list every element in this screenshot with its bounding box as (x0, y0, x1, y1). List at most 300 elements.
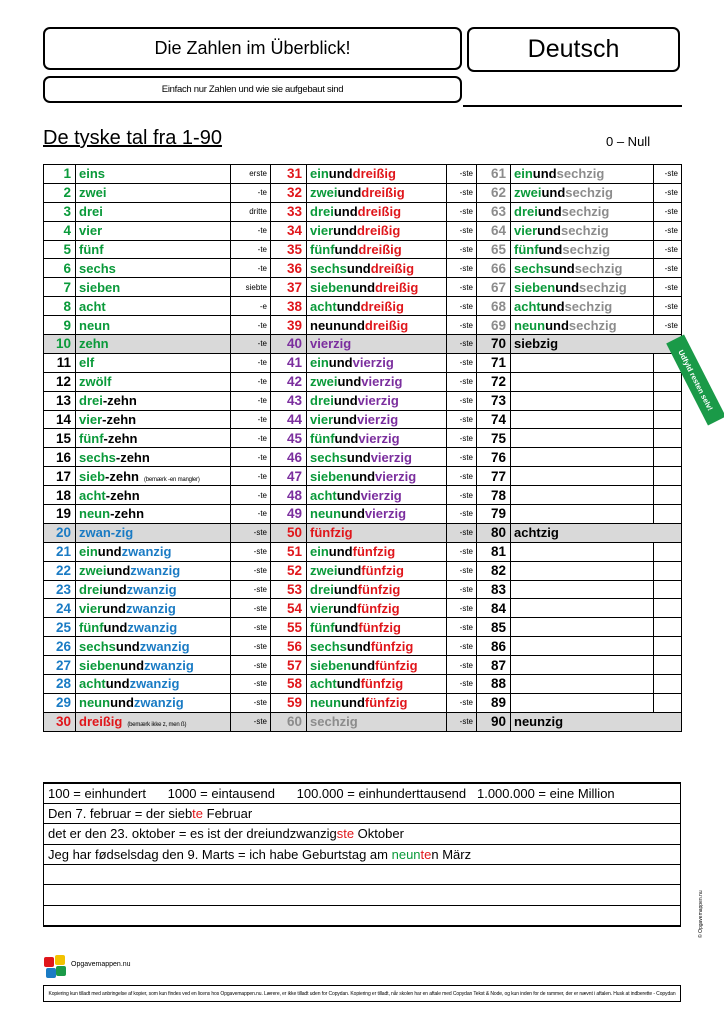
word-part: fünfzig (370, 638, 414, 654)
ordinal-suffix-cell: -ste (447, 165, 477, 184)
word-part: fünfzig (364, 695, 408, 711)
ordinal-suffix-cell (654, 372, 682, 391)
word-part: sechzig (574, 260, 623, 276)
table-row (44, 240, 682, 259)
word-part: fünfzig (310, 525, 353, 541)
ordinal-suffix-cell: -ste (447, 675, 477, 694)
word-part: dreißig (352, 166, 396, 182)
word-cell (511, 448, 654, 467)
word-part: drei (310, 393, 334, 409)
word-part: und (333, 582, 358, 598)
table-row (44, 693, 682, 712)
word-part: sieben (514, 279, 556, 295)
word-cell (307, 637, 447, 656)
logo (44, 955, 131, 979)
word-part: und (336, 298, 361, 314)
word-cell (307, 372, 447, 391)
ordinal-suffix-cell: -ste (447, 637, 477, 656)
word-cell (511, 353, 654, 372)
word-part: fünf (310, 242, 335, 257)
word-cell (307, 316, 447, 335)
word-cell (307, 202, 447, 221)
word-part: drei (79, 582, 103, 598)
word-cell (76, 278, 231, 297)
number-cell: 22 (44, 561, 76, 580)
number-cell: 80 (477, 523, 511, 542)
word-part: vierzig (358, 430, 400, 446)
table-row (44, 335, 682, 354)
word-part: und (341, 695, 365, 711)
word-cell (511, 693, 654, 712)
word-cell (76, 221, 231, 240)
word-part: und (115, 638, 140, 654)
language-label: Deutsch (527, 35, 620, 63)
word-part: zwanzig (130, 563, 181, 579)
word-part: neun (310, 506, 342, 522)
ordinal-suffix-cell: -ste (654, 221, 682, 240)
word-note: (bemærk -en mangler) (143, 476, 200, 483)
table-row (44, 297, 682, 316)
word-part: vier (79, 223, 103, 239)
number-cell: 28 (44, 675, 76, 694)
ordinal-suffix-cell: -ste (447, 278, 477, 297)
word-part: vier (310, 223, 334, 239)
ordinal-suffix-cell: -ste (447, 580, 477, 599)
word-part: dreißig (375, 279, 419, 295)
word-cell (307, 561, 447, 580)
note-row (44, 824, 681, 844)
word-cell (307, 410, 447, 429)
table-row (44, 618, 682, 637)
note-text: te (420, 846, 432, 862)
number-cell: 5 (44, 240, 76, 259)
header-rule (463, 105, 682, 107)
word-cell (511, 183, 654, 202)
word-cell (511, 429, 654, 448)
word-cell (307, 297, 447, 316)
number-cell: 34 (271, 221, 307, 240)
word-part: sechzig (560, 223, 609, 239)
ordinal-suffix-cell: -ste (654, 278, 682, 297)
note-text: n März (431, 846, 472, 862)
number-cell: 68 (477, 297, 511, 316)
table-row (44, 561, 682, 580)
number-cell: 72 (477, 372, 511, 391)
number-cell: 79 (477, 505, 511, 524)
ordinal-suffix-cell: -te (231, 372, 271, 391)
word-cell (76, 316, 231, 335)
word-part: ein (514, 166, 533, 182)
word-part: zwanzig (121, 544, 172, 560)
word-part: sechzig (561, 204, 610, 220)
word-part: sechzig (556, 166, 605, 182)
word-cell (511, 297, 654, 316)
word-part: sechs (79, 449, 116, 465)
word-cell (307, 712, 447, 731)
note-row (44, 844, 681, 864)
note-line[interactable] (44, 885, 681, 905)
word-part: vierzig (357, 393, 399, 409)
ordinal-suffix-cell: -te (231, 183, 271, 202)
ordinal-suffix-cell: -te (231, 259, 271, 278)
note-row (44, 905, 681, 925)
number-cell: 88 (477, 675, 511, 694)
word-part: vier (514, 223, 538, 239)
word-part: und (102, 582, 127, 598)
word-part: und (540, 298, 565, 314)
word-part: acht (79, 298, 106, 314)
word-cell (76, 183, 231, 202)
word-part: vier (79, 412, 103, 428)
word-part: und (102, 600, 126, 616)
ordinal-suffix-cell: -te (231, 505, 271, 524)
number-cell: 27 (44, 656, 76, 675)
word-part: fünf (79, 242, 104, 257)
word-part: acht (79, 676, 106, 692)
note-text: Jeg har fødselsdag den 9. Marts = ich habe Geburtstag am (48, 846, 392, 862)
ordinal-suffix-cell: -ste (654, 240, 682, 259)
word-part: sechzig (579, 279, 627, 295)
ordinal-suffix-cell: -ste (447, 297, 477, 316)
number-cell: 17 (44, 467, 76, 486)
ordinal-suffix-cell (654, 618, 682, 637)
number-cell: 85 (477, 618, 511, 637)
word-part: vierzig (370, 449, 412, 465)
word-cell (511, 278, 654, 297)
word-part: ein (310, 355, 329, 371)
word-cell (76, 486, 231, 505)
number-cell: 63 (477, 202, 511, 221)
note-row (44, 783, 681, 803)
word-cell (307, 599, 447, 618)
number-cell: 81 (477, 542, 511, 561)
ordinal-suffix-cell: -ste (447, 656, 477, 675)
notes-table (43, 782, 681, 927)
language-box (467, 27, 680, 72)
ordinal-suffix-cell: siebte (231, 278, 271, 297)
number-cell: 1 (44, 165, 76, 184)
word-part: dreißig (361, 185, 405, 201)
word-cell (307, 221, 447, 240)
word-cell (511, 335, 682, 354)
note-text: Den 7. februar = der sieb (48, 806, 193, 822)
word-part: und (333, 412, 357, 428)
ordinal-suffix-cell: -ste (654, 202, 682, 221)
logo-text: Opgavemappen.nu (71, 960, 131, 968)
word-part: ein (79, 544, 98, 560)
word-part: und (346, 260, 371, 276)
note-line[interactable] (44, 905, 681, 925)
number-cell: 40 (271, 335, 307, 354)
word-part: fünf (310, 619, 335, 635)
word-cell (307, 183, 447, 202)
word-part: -zehn (102, 412, 137, 428)
word-cell (511, 372, 654, 391)
number-cell: 30 (44, 712, 76, 731)
word-note: (bemærk ikke z, men ß) (127, 722, 187, 729)
ordinal-suffix-cell: -ste (231, 618, 271, 637)
ordinal-suffix-cell: -ste (447, 429, 477, 448)
ordinal-suffix-cell: -ste (447, 505, 477, 524)
word-cell (511, 259, 654, 278)
word-part: und (550, 260, 575, 276)
word-part: und (336, 487, 361, 503)
number-cell: 8 (44, 297, 76, 316)
table-row (44, 410, 682, 429)
ordinal-suffix-cell: -ste (447, 221, 477, 240)
ordinal-suffix-cell: -te (231, 221, 271, 240)
word-part: fünf (79, 619, 104, 635)
word-part: -zehn (103, 430, 138, 446)
number-cell: 58 (271, 675, 307, 694)
word-part: fünfzig (361, 563, 404, 579)
word-cell (511, 675, 654, 694)
ordinal-suffix-cell: -ste (231, 693, 271, 712)
word-cell (76, 693, 231, 712)
number-cell: 38 (271, 297, 307, 316)
number-cell: 13 (44, 391, 76, 410)
number-cell: 89 (477, 693, 511, 712)
word-part: zwölf (79, 374, 112, 390)
word-part: drei (310, 582, 334, 598)
number-cell: 15 (44, 429, 76, 448)
title-box (43, 27, 462, 70)
ordinal-suffix-cell (654, 410, 682, 429)
ordinal-suffix-cell: -ste (447, 240, 477, 259)
word-cell (511, 202, 654, 221)
word-part: neun (514, 317, 546, 333)
word-cell (511, 580, 654, 599)
word-part: zwanzig (125, 600, 176, 616)
word-cell (76, 429, 231, 448)
word-part: und (538, 242, 563, 257)
word-part: und (110, 695, 134, 711)
word-part: sechzig (568, 317, 617, 333)
word-part: und (328, 166, 353, 182)
word-part: ein (310, 544, 329, 560)
word-cell (511, 599, 654, 618)
table-row (44, 580, 682, 599)
word-part: und (103, 619, 128, 635)
side-copyright: © Opgavemappen.nu (698, 890, 704, 938)
word-part: sechzig (564, 298, 613, 314)
word-cell (511, 523, 682, 542)
number-cell: 82 (477, 561, 511, 580)
word-part: und (328, 355, 353, 371)
word-cell (307, 523, 447, 542)
ordinal-suffix-cell: -ste (447, 693, 477, 712)
number-cell: 69 (477, 316, 511, 335)
number-cell: 46 (271, 448, 307, 467)
word-part: sechs (79, 260, 116, 276)
word-part: und (336, 676, 361, 692)
number-cell: 19 (44, 505, 76, 524)
word-part: vierzig (360, 487, 402, 503)
number-cell: 44 (271, 410, 307, 429)
table-row (44, 391, 682, 410)
word-cell (76, 259, 231, 278)
word-part: sieben (79, 657, 121, 673)
word-part: neun (79, 695, 111, 711)
number-cell: 24 (44, 599, 76, 618)
word-cell (76, 165, 231, 184)
number-cell: 2 (44, 183, 76, 202)
ordinal-suffix-cell (654, 580, 682, 599)
ordinal-suffix-cell: -ste (447, 561, 477, 580)
section-heading: De tyske tal fra 1-90 (43, 127, 222, 149)
word-cell (307, 656, 447, 675)
word-cell (511, 656, 654, 675)
table-row (44, 183, 682, 202)
word-part: und (97, 544, 122, 560)
ordinal-suffix-cell: -ste (447, 259, 477, 278)
word-part: acht (514, 298, 541, 314)
number-cell: 23 (44, 580, 76, 599)
ordinal-suffix-cell: -te (231, 391, 271, 410)
word-part: sieben (310, 657, 352, 673)
note-line (44, 844, 681, 864)
word-cell (76, 675, 231, 694)
word-part: und (334, 430, 359, 446)
word-part: und (333, 223, 357, 239)
number-cell: 55 (271, 618, 307, 637)
ordinal-suffix-cell: -te (231, 467, 271, 486)
note-line (44, 803, 681, 823)
number-cell: 76 (477, 448, 511, 467)
ordinal-suffix-cell: -te (231, 353, 271, 372)
number-cell: 56 (271, 637, 307, 656)
word-part: neun (310, 695, 342, 711)
word-cell (307, 278, 447, 297)
number-cell: 12 (44, 372, 76, 391)
word-cell (511, 712, 682, 731)
table-row (44, 523, 682, 542)
word-part: vierzig (361, 374, 403, 390)
word-part: und (334, 619, 359, 635)
note-text: Oktober (354, 826, 404, 842)
word-part: vier (79, 600, 103, 616)
word-part: dreißig (356, 223, 401, 239)
null-label: 0 – Null (606, 134, 651, 149)
word-part: vierzig (364, 506, 407, 522)
note-line[interactable] (44, 865, 681, 885)
number-cell: 62 (477, 183, 511, 202)
number-cell: 14 (44, 410, 76, 429)
word-part: dreißig (358, 242, 402, 257)
ordinal-suffix-cell: -te (231, 410, 271, 429)
ordinal-suffix-cell: -ste (447, 335, 477, 354)
copyright-text: Kopiering kun tilladt med anbringelse af kopier, som kun findes ved en licens hos Opgavemappen.nu. Lærere, er ikke tilladt uden for Copydan. Kopiering er tilladt, når skolen har en aftale med Copydan Tekst & Node, og kun inden for de rammer, der er nævnt i aftalen. Husk at indberette - Copydan (48, 990, 676, 997)
word-part: fünfzig (357, 582, 401, 598)
ordinal-suffix-cell (654, 448, 682, 467)
word-cell (76, 297, 231, 316)
word-cell (76, 372, 231, 391)
number-cell: 53 (271, 580, 307, 599)
word-part: vierzig (352, 355, 394, 371)
word-part: acht (79, 487, 106, 503)
word-part: fünf (79, 430, 104, 446)
word-part: -zehn (105, 468, 139, 484)
number-cell: 21 (44, 542, 76, 561)
ordinal-suffix-cell: -ste (447, 353, 477, 372)
ordinal-suffix-cell: -ste (447, 542, 477, 561)
word-part: dreißig (364, 317, 409, 333)
word-cell (511, 391, 654, 410)
table-row (44, 316, 682, 335)
ordinal-suffix-cell: -ste (447, 316, 477, 335)
word-part: fünf (310, 430, 335, 446)
word-cell (307, 486, 447, 505)
number-cell: 83 (477, 580, 511, 599)
ordinal-suffix-cell (654, 675, 682, 694)
word-part: sieben (310, 279, 352, 295)
word-part: und (537, 204, 562, 220)
table-row (44, 599, 682, 618)
ordinal-suffix-cell: -ste (231, 712, 271, 731)
word-part: zwei (310, 185, 338, 201)
word-cell (511, 467, 654, 486)
word-part: und (337, 185, 362, 201)
number-cell: 60 (271, 712, 307, 731)
word-part: zwan (79, 525, 111, 541)
word-part: sechs (514, 260, 551, 276)
word-part: und (532, 166, 557, 182)
word-part: zwei (514, 185, 542, 201)
ordinal-suffix-cell: -ste (231, 580, 271, 599)
ordinal-suffix-cell (654, 599, 682, 618)
word-part: und (337, 563, 362, 579)
number-cell: 84 (477, 599, 511, 618)
number-cell: 31 (271, 165, 307, 184)
word-cell (307, 542, 447, 561)
word-part: zwanzig (129, 676, 180, 692)
number-cell: 26 (44, 637, 76, 656)
word-part: ein (310, 166, 329, 182)
word-part: -zehn (102, 393, 137, 409)
word-part: vierzig (310, 336, 352, 352)
table-row (44, 675, 682, 694)
word-part: sechzig (565, 185, 613, 201)
number-cell: 9 (44, 316, 76, 335)
word-cell (76, 353, 231, 372)
word-part: dreißig (360, 298, 404, 314)
word-part: achtzig (514, 525, 559, 541)
ordinal-suffix-cell: -ste (447, 202, 477, 221)
number-cell: 4 (44, 221, 76, 240)
number-cell: 73 (477, 391, 511, 410)
table-row (44, 505, 682, 524)
ordinal-suffix-cell (654, 561, 682, 580)
note-text: det er den 23. oktober = es ist der dreiundzwanzig (48, 826, 337, 842)
word-cell (76, 599, 231, 618)
number-cell: 35 (271, 240, 307, 259)
word-cell (511, 240, 654, 259)
number-cell: 57 (271, 656, 307, 675)
ordinal-suffix-cell (654, 542, 682, 561)
ordinal-suffix-cell (654, 391, 682, 410)
word-part: und (341, 506, 365, 522)
numbers-table-body (44, 165, 682, 732)
word-cell (511, 618, 654, 637)
table-row (44, 712, 682, 731)
number-cell: 25 (44, 618, 76, 637)
word-cell (76, 335, 231, 354)
number-cell: 42 (271, 372, 307, 391)
number-cell: 64 (477, 221, 511, 240)
word-part: sechs (79, 638, 116, 654)
number-cell: 90 (477, 712, 511, 731)
number-cell: 77 (477, 467, 511, 486)
